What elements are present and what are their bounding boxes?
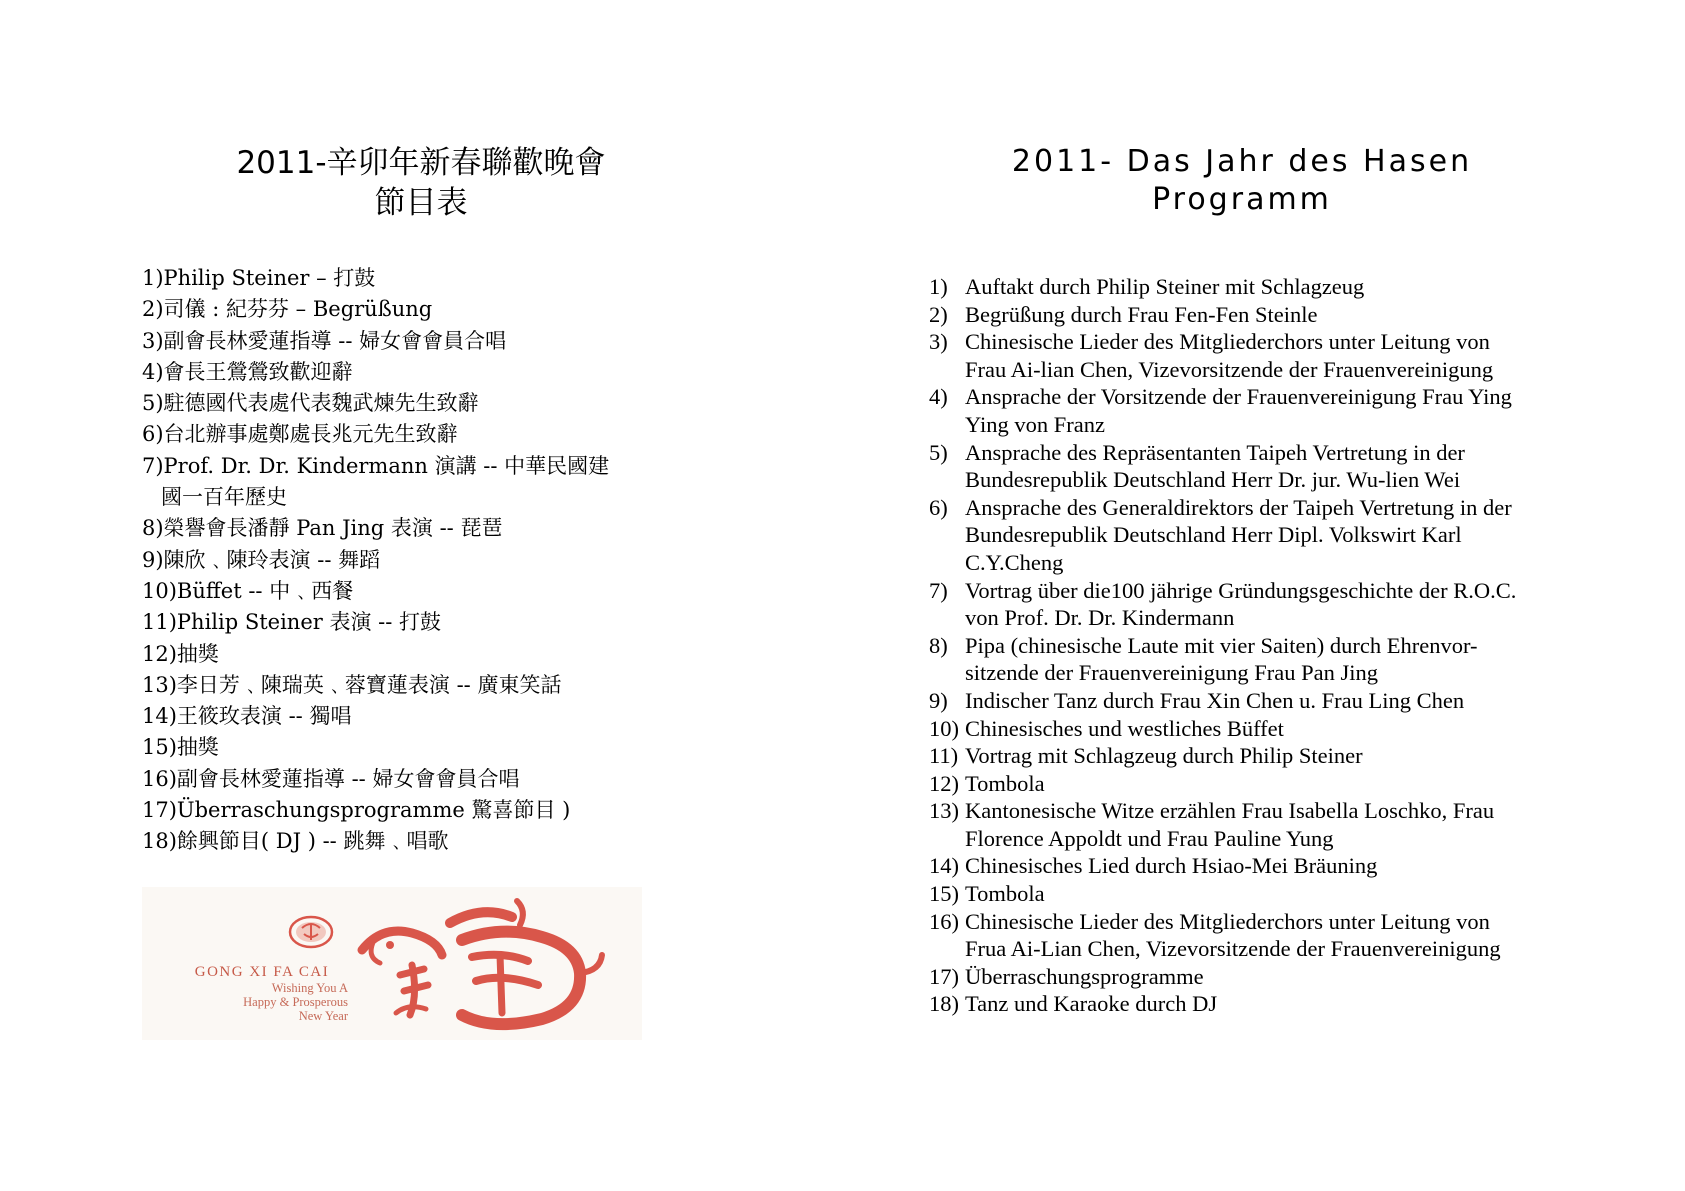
- list-item: [929, 715, 1649, 743]
- item-number: 9): [929, 687, 948, 713]
- list-item: [929, 852, 1649, 880]
- item-line: Vortrag über die100 jährige Gründungsgeschichte der R.O.C.: [965, 577, 1517, 603]
- greeting-line: Happy & Prosperous: [243, 995, 348, 1009]
- list-item: [929, 742, 1649, 770]
- item-text: [965, 439, 1649, 494]
- greeting-brand: GONG XI FA CAI: [194, 964, 330, 980]
- item-line: Chinesische Lieder des Mitgliederchors unter Leitung von: [965, 329, 1490, 355]
- item-text: [965, 715, 1649, 743]
- list-item: 12)抽獎: [142, 641, 219, 666]
- item-number: 14): [929, 853, 959, 879]
- item-number: 15): [929, 881, 959, 907]
- list-item: [929, 687, 1649, 715]
- item-text: [965, 880, 1649, 908]
- item-line: Ansprache des Generaldirektors der Taipeh Vertretung in der: [965, 494, 1512, 520]
- item-text: [965, 577, 1649, 632]
- item-text: [965, 301, 1649, 329]
- item-text: [965, 328, 1649, 383]
- list-item: 14)王筱玫表演 -- 獨唱: [142, 704, 352, 729]
- item-line: C.Y.Cheng: [965, 549, 1064, 575]
- item-number: 8): [929, 632, 948, 658]
- list-item: [929, 880, 1649, 908]
- item-line: Tombola: [965, 770, 1045, 796]
- rabbit-calligraphy-icon: [352, 895, 612, 1035]
- list-item: 11)Philip Steiner 表演 -- 打鼓: [142, 610, 442, 635]
- item-number: 7): [929, 577, 948, 603]
- item-number: 11): [929, 743, 959, 769]
- german-program-page: [842, 0, 1685, 1191]
- seal-icon: [287, 914, 335, 950]
- item-line: Überraschungsprogramme: [965, 963, 1204, 989]
- item-number: 2): [929, 301, 948, 327]
- item-text: [965, 963, 1649, 991]
- item-text: [965, 852, 1649, 880]
- page-title-chinese: [0, 143, 842, 223]
- item-text: [965, 990, 1649, 1018]
- list-item: [929, 328, 1649, 383]
- list-item: 3)副會長林愛蓮指導 -- 婦女會會員合唱: [142, 328, 507, 353]
- greeting-line: Wishing You A: [271, 981, 348, 995]
- item-text: [965, 383, 1649, 438]
- chinese-program-page: [0, 0, 842, 1191]
- item-number: 13): [929, 798, 959, 824]
- item-line: Frau Ai-lian Chen, Vizevorsitzende der Frauenvereinigung: [965, 356, 1494, 382]
- list-item: [929, 439, 1649, 494]
- item-line: Bundesrepublik Deutschland Herr Dr. jur. Wu-lien Wei: [965, 467, 1461, 493]
- list-item-continuation: 國一百年歷史: [161, 485, 287, 510]
- item-number: 10): [929, 715, 959, 741]
- item-number: 17): [929, 963, 959, 989]
- list-item: 2)司儀 : 紀芬芬 – Begrüßung: [142, 297, 433, 322]
- item-line: Ansprache der Vorsitzende der Frauenvereinigung Frau Ying: [965, 384, 1512, 410]
- item-number: 5): [929, 439, 948, 465]
- list-item: 4)會長王鶯鶯致歡迎辭: [142, 359, 353, 384]
- list-item: 7)Prof. Dr. Dr. Kindermann 演講 -- 中華民國建: [142, 453, 610, 478]
- item-number: 16): [929, 908, 959, 934]
- list-item: [929, 963, 1649, 991]
- list-item: [929, 383, 1649, 438]
- item-line: Chinesisches Lied durch Hsiao-Mei Bräuning: [965, 853, 1378, 879]
- item-line: Chinesische Lieder des Mitgliederchors unter Leitung von: [965, 908, 1490, 934]
- item-line: Begrüßung durch Frau Fen-Fen Steinle: [965, 301, 1318, 327]
- item-number: 18): [929, 991, 959, 1017]
- title-line-1: 2011-辛卯年新春聯歡晚會: [236, 145, 606, 181]
- list-item: 17)Überraschungsprogramme 驚喜節目 ): [142, 798, 571, 823]
- item-number: 4): [929, 384, 948, 410]
- list-item: 15)抽獎: [142, 735, 219, 760]
- list-item: 16)副會長林愛蓮指導 -- 婦女會會員合唱: [142, 766, 520, 791]
- item-number: 1): [929, 274, 948, 299]
- greeting-line: New Year: [298, 1009, 348, 1023]
- page-title-german: [842, 143, 1642, 219]
- list-item: 8)榮譽會長潘靜 Pan Jing 表演 -- 琵琶: [142, 516, 503, 541]
- list-item: [929, 632, 1649, 687]
- list-item: [929, 908, 1649, 963]
- list-item: [929, 273, 1649, 301]
- item-line: Tombola: [965, 881, 1045, 907]
- item-text: [965, 908, 1649, 963]
- list-item: [929, 577, 1649, 632]
- title-line-1: 2011- Das Jahr des Hasen: [1011, 144, 1473, 179]
- item-number: 3): [929, 329, 948, 355]
- item-text: [965, 770, 1649, 798]
- item-text: [965, 687, 1649, 715]
- item-number: 6): [929, 494, 948, 520]
- list-item: 10)Büffet -- 中﹑西餐: [142, 578, 354, 603]
- item-line: Indischer Tanz durch Frau Xin Chen u. Frau Ling Chen: [965, 687, 1465, 713]
- list-item: 13)李日芳﹑陳瑞英﹑蓉寶蓮表演 -- 廣東笑話: [142, 672, 562, 697]
- list-item: 9)陳欣﹑陳玲表演 -- 舞蹈: [142, 547, 381, 572]
- item-text: [965, 494, 1649, 577]
- item-text: [965, 632, 1649, 687]
- german-program-list: [929, 273, 1649, 1018]
- item-text: [965, 797, 1649, 852]
- item-line: von Prof. Dr. Dr. Kindermann: [965, 605, 1235, 631]
- item-line: Chinesisches und westliches Büffet: [965, 715, 1284, 741]
- chinese-program-list: [142, 263, 792, 858]
- item-text: [965, 273, 1649, 301]
- list-item: 1)Philip Steiner – 打鼓: [142, 266, 376, 290]
- item-line: Vortrag mit Schlagzeug durch Philip Steiner: [965, 743, 1363, 769]
- item-line: Ansprache des Repräsentanten Taipeh Vertretung in der: [965, 439, 1465, 465]
- title-line-2: 節目表: [374, 185, 468, 221]
- item-line: Kantonesische Witze erzählen Frau Isabella Loschko, Frau: [965, 798, 1495, 824]
- list-item: [929, 797, 1649, 852]
- item-line: Pipa (chinesische Laute mit vier Saiten) durch Ehrenvor-: [965, 632, 1478, 658]
- item-line: Ying von Franz: [965, 411, 1105, 437]
- list-item: 6)台北辦事處鄭處長兆元先生致辭: [142, 422, 458, 447]
- item-line: Florence Appoldt und Frau Pauline Yung: [965, 825, 1334, 851]
- item-text: [965, 742, 1649, 770]
- list-item: 5)駐德國代表處代表魏武煉先生致辭: [142, 391, 479, 416]
- list-item: 18)餘興節目( DJ ) -- 跳舞﹑唱歌: [142, 829, 449, 854]
- list-item: [929, 494, 1649, 577]
- greeting-card-image: [142, 887, 642, 1040]
- title-line-2: Programm: [1152, 182, 1332, 217]
- item-number: 12): [929, 770, 959, 796]
- item-line: sitzende der Frauenvereinigung Frau Pan Jing: [965, 660, 1379, 686]
- item-line: Bundesrepublik Deutschland Herr Dipl. Volkswirt Karl: [965, 522, 1462, 548]
- list-item: [929, 990, 1649, 1018]
- item-line: Tanz und Karaoke durch DJ: [965, 991, 1218, 1017]
- item-line: Frua Ai-Lian Chen, Vizevorsitzende der Frauenvereinigung: [965, 936, 1501, 962]
- list-item: [929, 301, 1649, 329]
- greeting-text: [146, 964, 348, 1023]
- list-item: [929, 770, 1649, 798]
- item-line: Auftakt durch Philip Steiner mit Schlagzeug: [965, 274, 1365, 299]
